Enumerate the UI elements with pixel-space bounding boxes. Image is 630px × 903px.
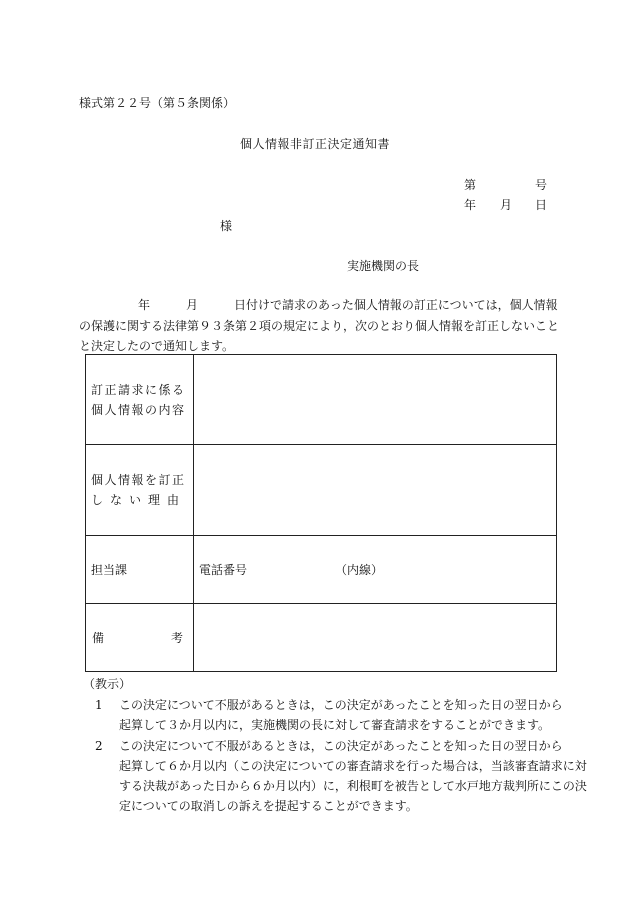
- remarks-label-left: 備: [92, 631, 105, 645]
- addressee-honorific: 様: [220, 219, 233, 233]
- row-department-label: [86, 536, 194, 604]
- notice-item2-line1: この決定について不服があるときは，この決定があったことを知った日の翌日から: [119, 739, 563, 753]
- reference-go: 号: [535, 178, 548, 192]
- row-content-field[interactable]: [194, 355, 557, 445]
- row-reason-field[interactable]: [194, 445, 557, 536]
- notice-item2-line1-wrap: [95, 739, 563, 753]
- document-title: 個人情報非訂正決定通知書: [239, 137, 390, 151]
- notice-header: （教示）: [83, 677, 132, 691]
- body-line1: 日付けで請求のあった個人情報の訂正については，個人情報: [234, 298, 558, 312]
- date-day: 日: [535, 198, 548, 212]
- extension-label: （内線）: [335, 563, 384, 577]
- form-table: [85, 354, 557, 672]
- notice-item1-line2: 起算して３か月以内に，実施機関の長に対して審査請求をすることができます。: [119, 718, 551, 732]
- row-content-label: [86, 355, 194, 445]
- notice-item1-line1: この決定について不服があるときは，この決定があったことを知った日の翌日から: [119, 698, 563, 712]
- row-reason-label-line2: しない理由: [91, 493, 187, 507]
- notice-item2-line4: 定についての取消しの訴えを提起することができます。: [119, 799, 418, 813]
- phone-label: 電話番号: [199, 563, 248, 577]
- body-line2: の保護に関する法律第９３条第２項の規定により，次のとおり個人情報を訂正しないこと: [79, 319, 560, 333]
- notice-item2-line3: する決裁があった日から６か月以内）に，利根町を被告として水戸地方裁判所にこの決: [119, 779, 587, 793]
- row-content-label-line1: 訂正請求に係る: [91, 382, 186, 397]
- row-content: [86, 355, 557, 445]
- department-label: 担当課: [91, 563, 128, 577]
- row-remarks-label: [86, 604, 194, 672]
- row-remarks: [86, 604, 557, 672]
- sender-label: 実施機関の長: [347, 259, 420, 273]
- body-month: 月: [186, 298, 199, 312]
- notice-item2-number: 2: [95, 739, 103, 753]
- row-reason: [86, 445, 557, 536]
- row-reason-label: [86, 445, 194, 536]
- row-department-field[interactable]: [194, 536, 557, 604]
- row-remarks-field[interactable]: [194, 604, 557, 672]
- date-month: 月: [500, 198, 513, 212]
- remarks-label: [86, 629, 193, 646]
- date-year: 年: [464, 198, 477, 212]
- row-department: [86, 536, 557, 604]
- row-content-label-line2: 個人情報の内容: [91, 402, 186, 417]
- body-year: 年: [138, 298, 151, 312]
- form-number: 様式第２２号（第５条関係）: [79, 96, 236, 110]
- row-reason-label-line1: 個人情報を訂正: [91, 473, 186, 487]
- phone-line: [194, 561, 556, 578]
- body-line3: と決定したので通知します。: [79, 339, 235, 353]
- reference-dai: 第: [464, 178, 477, 192]
- notice-item2-line2: 起算して６か月以内（この決定についての審査請求を行った場合は，当該審査請求に対: [119, 759, 587, 773]
- remarks-label-right: 考: [170, 631, 183, 645]
- notice-item1-line1-wrap: [95, 698, 563, 712]
- notice-item1-number: 1: [95, 698, 103, 712]
